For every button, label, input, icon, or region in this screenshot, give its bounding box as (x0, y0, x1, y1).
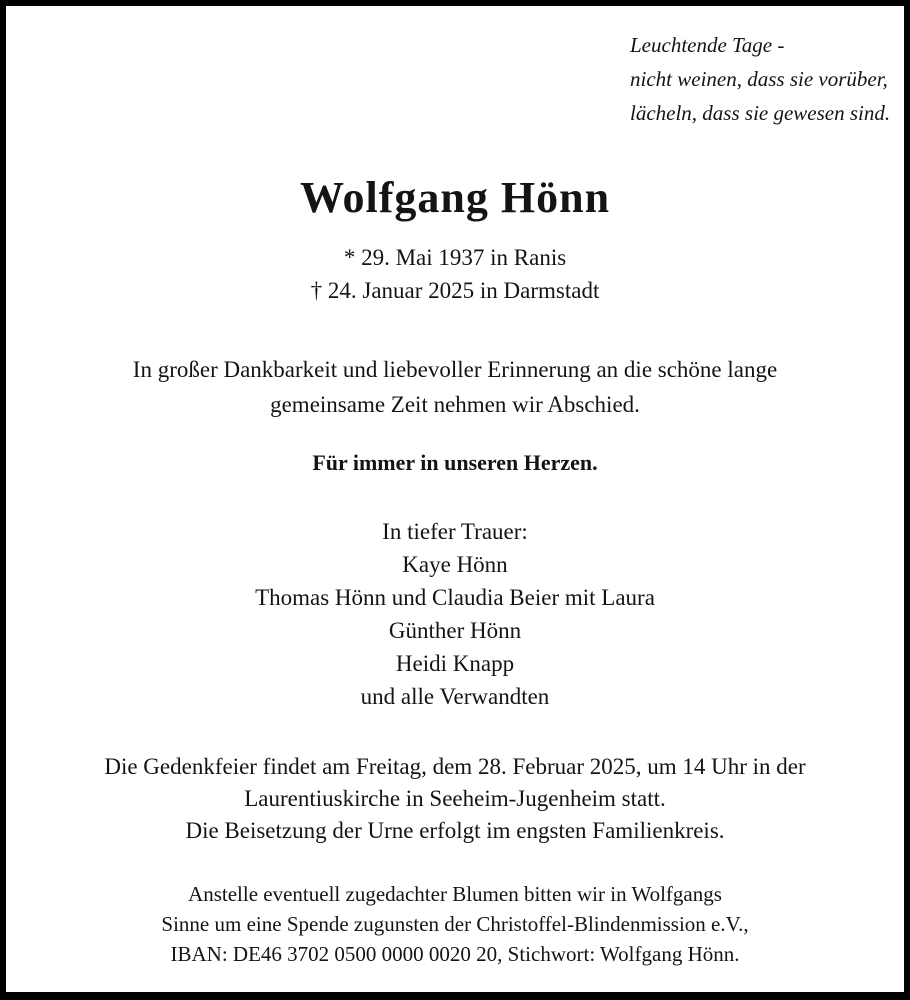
death-line: † 24. Januar 2025 in Darmstadt (310, 278, 600, 303)
mourner-name: Kaye Hönn (402, 552, 508, 577)
mourner-name: Heidi Knapp (395, 651, 515, 676)
mourner-name: Günther Hönn (388, 618, 522, 643)
tribute-line-2: gemeinsame Zeit nehmen wir Abschied. (270, 392, 640, 417)
donation-line-1: Anstelle eventuell zugedachter Blumen bitten wir in Wolfgangs (188, 882, 722, 906)
epigraph (630, 28, 890, 130)
epigraph-line-3: lächeln, dass sie gewesen sind. (630, 101, 891, 125)
donation-line-2: Sinne um eine Spende zugunsten der Christoffel-Blindenmission e.V., (161, 912, 749, 936)
tribute-line-1: In großer Dankbarkeit und liebevoller Erinnerung an die schöne lange (132, 357, 778, 382)
donation-line-3: IBAN: DE46 3702 0500 0000 0020 20, Stichwort: Wolfgang Hönn. (170, 942, 740, 966)
motto-line: Für immer in unseren Herzen. (312, 450, 598, 475)
memorial-line-1: Die Gedenkfeier findet am Freitag, dem 28. Februar 2025, um 14 Uhr in der (104, 754, 806, 779)
mourners-block (0, 515, 910, 713)
epigraph-line-1: Leuchtende Tage - (630, 33, 785, 57)
epigraph-line-2: nicht weinen, dass sie vorüber, (630, 67, 888, 91)
life-dates (0, 241, 910, 307)
mourner-name: und alle Verwandten (360, 684, 550, 709)
mourner-name: Thomas Hönn und Claudia Beier mit Laura (255, 585, 655, 610)
donation-paragraph (0, 879, 910, 969)
deceased-name: Wolfgang Hönn (299, 173, 611, 222)
memorial-service-paragraph (0, 751, 910, 847)
mourners-heading: In tiefer Trauer: (382, 519, 528, 544)
memorial-line-3: Die Beisetzung der Urne erfolgt im engsten Familienkreis. (185, 818, 725, 843)
birth-line: * 29. Mai 1937 in Ranis (343, 245, 567, 270)
memorial-line-2: Laurentiuskirche in Seeheim-Jugenheim statt. (244, 786, 666, 811)
tribute-paragraph (0, 352, 910, 422)
